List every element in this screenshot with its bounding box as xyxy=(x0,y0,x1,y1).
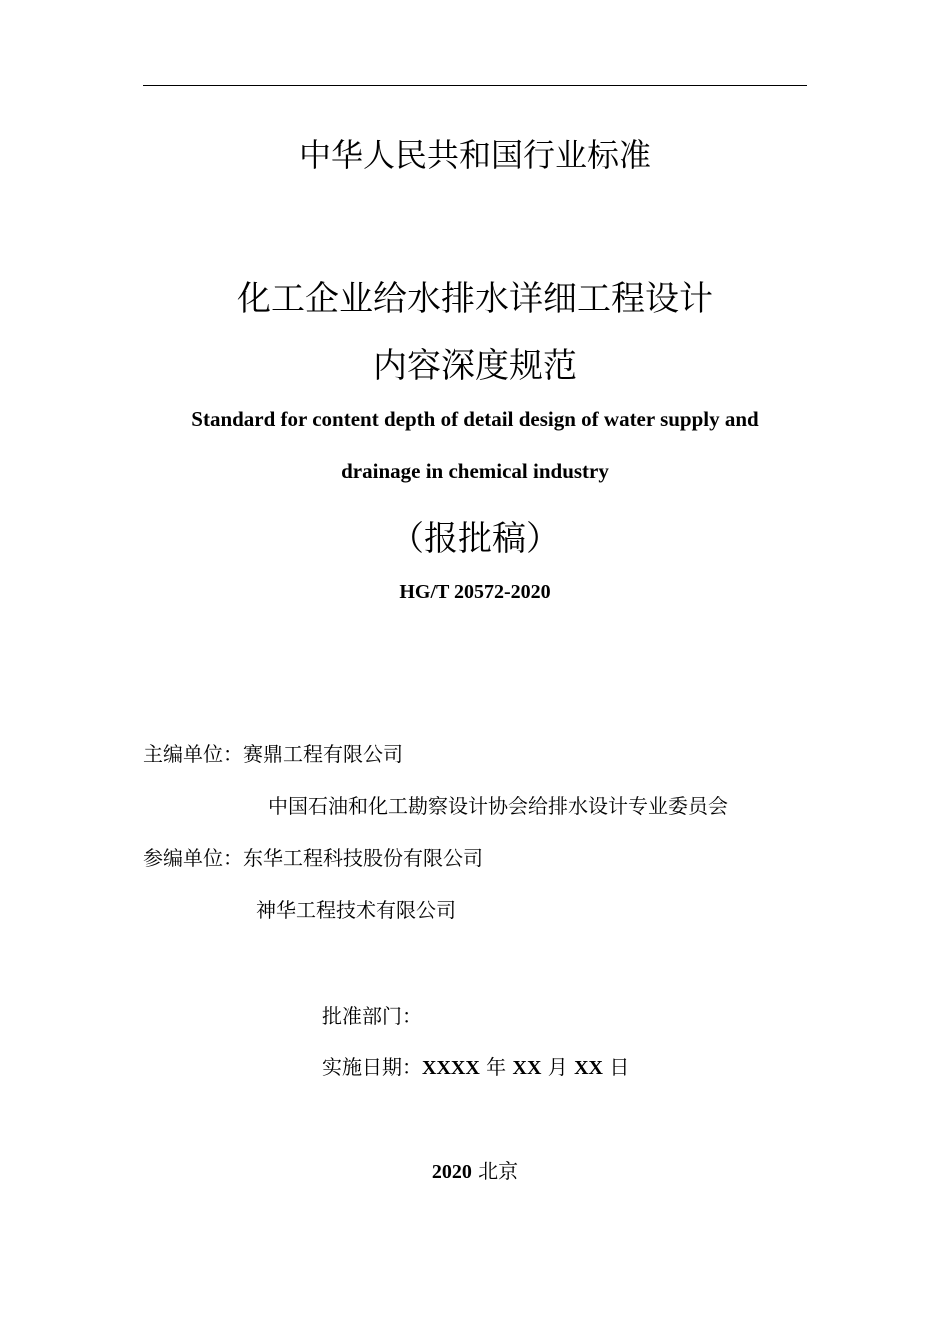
publication-city: 北京 xyxy=(471,1159,519,1183)
publication-year: 2020 xyxy=(431,1161,472,1183)
standard-code: HG/T 20572-2020 xyxy=(399,581,551,603)
english-title-line2: drainage in chemical industry xyxy=(341,459,609,483)
chief-editor-org2: 中国石油和化工勘察设计协会给排水设计专业委员会 xyxy=(268,794,728,818)
approval-department: 批准部门： xyxy=(322,1004,422,1028)
implementation-label: 实施日期： xyxy=(322,1055,422,1079)
participating-org2: 神华工程技术有限公司 xyxy=(256,898,456,922)
participating-row xyxy=(143,842,483,871)
implementation-day: XX xyxy=(574,1057,603,1079)
implementation-date xyxy=(322,1051,629,1080)
implementation-year: XXXX xyxy=(422,1057,480,1079)
english-title-line1: Standard for content depth of detail design of water supply and xyxy=(191,407,759,431)
top-rule xyxy=(143,85,807,86)
participating-label: 参编单位： xyxy=(143,846,243,870)
document-title-line2: 内容深度规范 xyxy=(373,346,577,386)
document-title-line1: 化工企业给水排水详细工程设计 xyxy=(237,279,713,319)
publication-footer xyxy=(0,1155,950,1184)
chief-editors-label: 主编单位： xyxy=(143,742,243,766)
month-unit: 月 xyxy=(541,1055,575,1079)
chief-editor-org1: 赛鼎工程有限公司 xyxy=(243,742,403,766)
industry-standard-heading: 中华人民共和国行业标准 xyxy=(298,136,651,174)
chief-editors-row xyxy=(143,738,403,767)
implementation-month: XX xyxy=(512,1057,542,1079)
draft-label: （报批稿） xyxy=(390,519,560,559)
year-unit: 年 xyxy=(479,1055,513,1079)
day-unit: 日 xyxy=(603,1055,630,1079)
participating-org1: 东华工程科技股份有限公司 xyxy=(243,846,483,870)
